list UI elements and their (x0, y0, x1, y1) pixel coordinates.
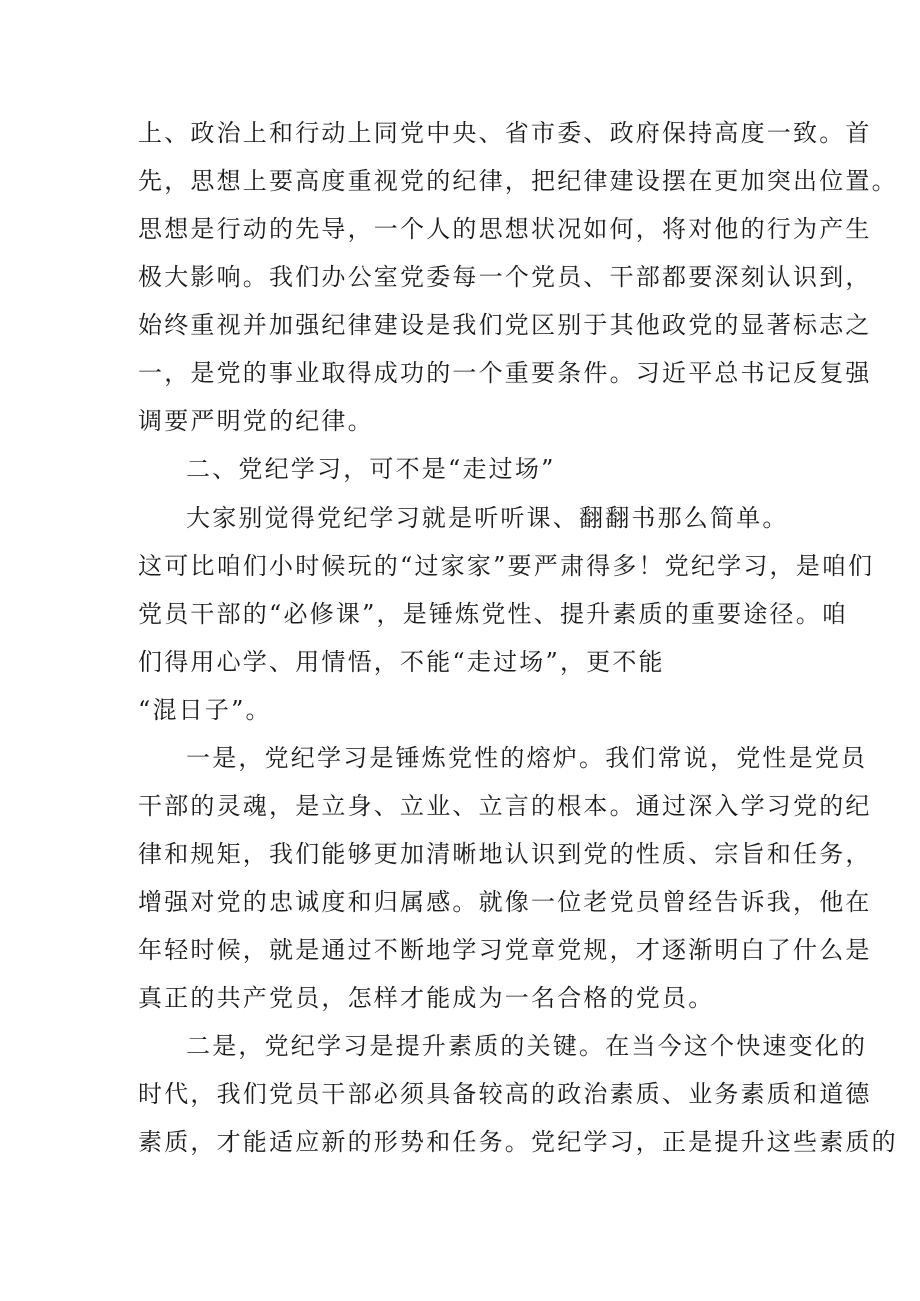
text-line: 干部的灵魂，是立身、立业、立言的根本。通过深入学习党的纪 (138, 792, 872, 820)
text-line: 始终重视并加强纪律建设是我们党区别于其他政党的显著标志之 (138, 311, 872, 339)
text-line: 思想是行动的先导，一个人的思想状况如何，将对他的行为产生 (138, 215, 872, 243)
text-line: 素质，才能适应新的形势和任务。党纪学习，正是提升这些素质的 (138, 1128, 898, 1156)
text-line: 这可比咱们小时候玩的“过家家”要严肃得多！党纪学习，是咱们 (138, 552, 875, 580)
text-line: 真正的共产党员，怎样才能成为一名合格的党员。 (138, 984, 715, 1012)
text-line: 一，是党的事业取得成功的一个重要条件。习近平总书记反复强 (138, 359, 872, 387)
text-line: 时代，我们党员干部必须具备较高的政治素质、业务素质和道德 (138, 1080, 872, 1108)
text-line: 党员干部的“必修课”，是锤炼党性、提升素质的重要途径。咱 (138, 600, 849, 628)
text-line: 律和规矩，我们能够更加清晰地认识到党的性质、宗旨和任务， (138, 840, 872, 868)
text-line: 大家别觉得党纪学习就是听听课、翻翻书那么简单。 (186, 504, 789, 532)
text-line: “混日子”。 (138, 696, 272, 724)
text-line: 极大影响。我们办公室党委每一个党员、干部都要深刻认识到， (138, 263, 872, 291)
text-line: 们得用心学、用情悟，不能“走过场”，更不能 (138, 648, 665, 676)
text-line: 调要严明党的纪律。 (138, 407, 374, 435)
text-line: 二是，党纪学习是提升素质的关键。在当今这个快速变化的 (186, 1032, 868, 1060)
text-line: 上、政治上和行动上同党中央、省市委、政府保持高度一致。首 (138, 119, 872, 147)
text-line: 年轻时候，就是通过不断地学习党章党规，才逐渐明白了什么是 (138, 936, 872, 964)
text-line: 一是，党纪学习是锤炼党性的熔炉。我们常说，党性是党员 (186, 744, 868, 772)
text-line: 增强对党的忠诚度和归属感。就像一位老党员曾经告诉我，他在 (138, 888, 872, 916)
text-line: 先，思想上要高度重视党的纪律，把纪律建设摆在更加突出位置。 (138, 167, 898, 195)
section-heading: 二、党纪学习，可不是“走过场” (186, 455, 556, 483)
